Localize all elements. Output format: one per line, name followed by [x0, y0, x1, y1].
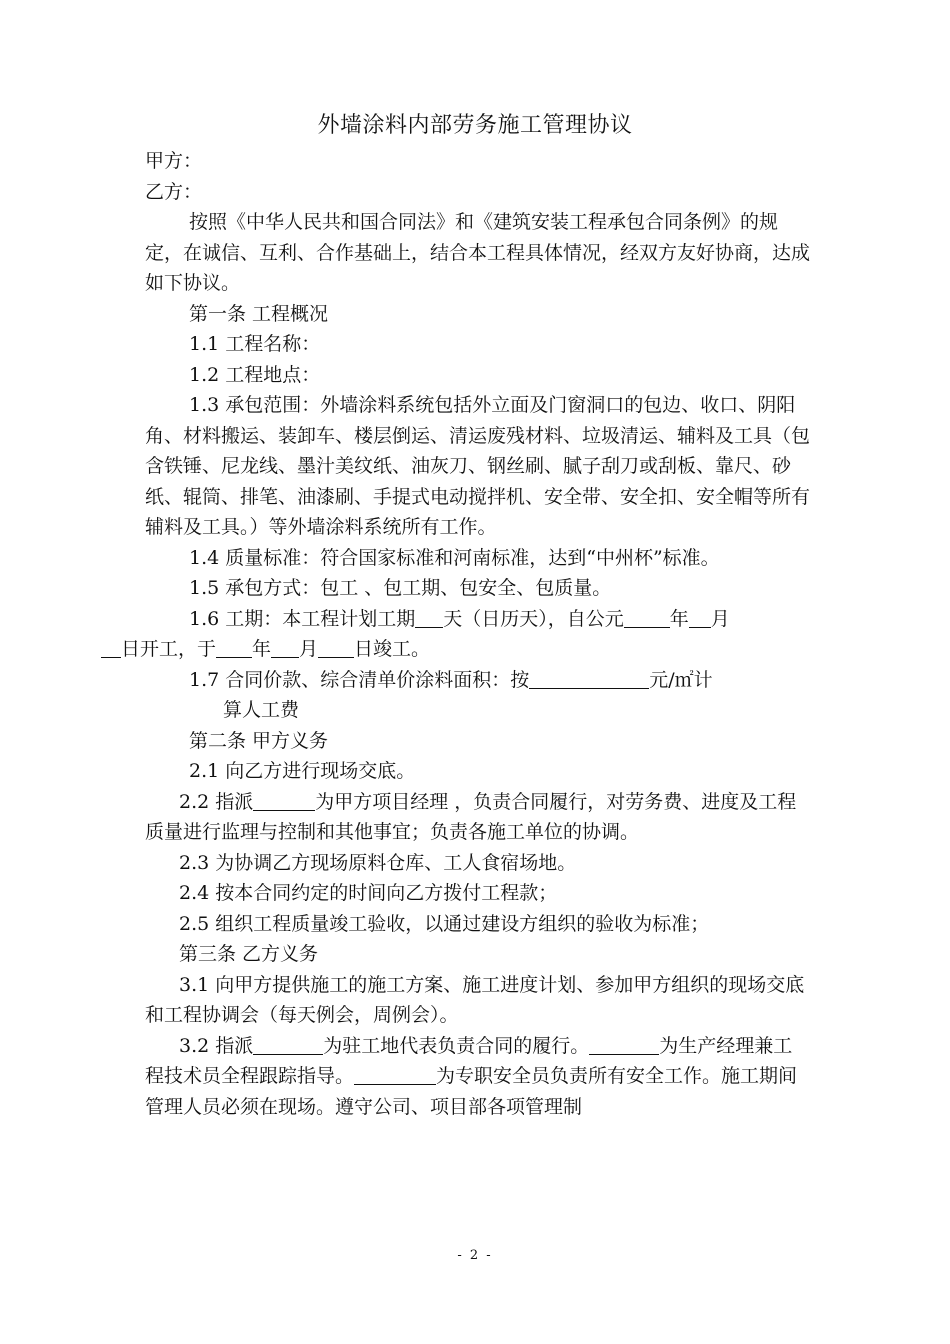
item-1-7-part-a: 1.7 合同价款、综合清单价涂料面积：按 [189, 668, 530, 691]
item-1-6-part-e: 日开工，于 [121, 638, 217, 660]
item-2-2 [145, 787, 810, 848]
article-1-heading: 第一条 工程概况 [189, 302, 329, 325]
item-1-6-part-b: 天（日历天），自公元 [443, 607, 624, 630]
safety-officer-blank [354, 1064, 436, 1085]
item-2-1: 2.1 向乙方进行现场交底。 [189, 760, 416, 782]
item-1-1: 1.1 工程名称： [189, 333, 321, 355]
item-1-6-part-g: 月 [299, 638, 319, 660]
document-title: 外墙涂料内部劳务施工管理协议 [317, 113, 633, 138]
item-1-5: 1.5 承包方式：包工 、包工期、包安全、包质量。 [189, 577, 612, 599]
end-year-blank [216, 637, 252, 658]
end-month-blank [271, 637, 299, 658]
item-2-2-part-a: 2.2 指派 [179, 790, 254, 813]
item-1-6 [121, 604, 810, 665]
party-b-line: 乙方： [145, 180, 203, 203]
intro-paragraph: 按照《中华人民共和国合同法》和《建筑安装工程承包合同条例》的规定，在诚信、互利、合作基础上，结合本工程具体情况，经双方友好协商，达成如下协议。 [145, 211, 811, 294]
item-2-3: 2.3 为协调乙方现场原料仓库、工人食宿场地。 [179, 851, 577, 874]
start-year-blank [624, 607, 670, 628]
unit-price-blank [529, 668, 649, 689]
item-2-4: 2.4 按本合同约定的时间向乙方拨付工程款； [179, 882, 558, 904]
item-3-2-part-c: 为生产经理兼工程技术员全程跟踪指导。 [145, 1034, 793, 1087]
item-1-3: 1.3 承包范围：外墙涂料系统包括外立面及门窗洞口的包边、收口、阴阳角、材料搬运、装卸车、楼层倒运、清运废残材料、垃圾清运、辅料及工具（包含铁锤、尼龙线、墨汁美纹纸、油灰刀、钢丝刷、腻子刮刀或刮板、靠尺、砂纸、辊筒、排笔、油漆刷、手提式电动搅拌机、安全带、安全扣、安全帽等所有辅料及工具。）等外墙涂料系统所有工作。 [145, 394, 811, 538]
site-representative-blank [253, 1034, 323, 1055]
duration-days-blank [415, 607, 443, 628]
page-number: - 2 - [457, 1248, 493, 1263]
end-day-blank [318, 637, 354, 658]
item-2-5: 2.5 组织工程质量竣工验收，以通过建设方组织的验收为标准； [179, 912, 710, 935]
project-manager-blank [253, 790, 315, 811]
party-a-line: 甲方： [145, 150, 203, 172]
article-2-heading: 第二条 甲方义务 [189, 729, 329, 752]
document-body [121, 146, 811, 1122]
item-1-6-part-c: 年 [669, 607, 689, 630]
item-1-7-part-b: 元/㎡计 [649, 668, 713, 691]
item-2-2-part-b: 为甲方项目经理 ，负责合同履行，对劳务费、进度及工程质量进行监理与控制和其他事宜；负责各施工单位的协调。 [145, 790, 797, 843]
item-1-7 [145, 665, 810, 726]
item-1-6-part-h: 日竣工。 [354, 638, 431, 660]
item-3-2-part-a: 3.2 指派 [179, 1034, 254, 1057]
production-manager-blank [589, 1034, 659, 1055]
item-3-1: 3.1 向甲方提供施工的施工方案、施工进度计划、参加甲方组织的现场交底和工程协调会（每天例会，周例会）。 [145, 973, 805, 1026]
item-3-2-part-d: 为专职安全员负责所有安全工作。施工期间管理人员必须在现场。遵守公司、项目部各项管理制 [145, 1065, 798, 1118]
item-1-2: 1.2 工程地点： [189, 363, 321, 386]
article-3-heading: 第三条 乙方义务 [179, 943, 319, 965]
item-1-6-part-a: 1.6 工期：本工程计划工期 [189, 607, 416, 630]
item-1-4: 1.4 质量标准：符合国家标准和河南标准，达到“中州杯”标准。 [189, 546, 720, 569]
item-3-2-part-b: 为驻工地代表负责合同的履行。 [323, 1034, 590, 1057]
start-day-blank [101, 637, 121, 658]
item-1-6-part-d: 月 [710, 607, 730, 630]
item-3-2 [145, 1031, 810, 1123]
item-1-6-part-f: 年 [252, 638, 272, 660]
start-month-blank [689, 607, 711, 628]
item-1-7-part-c: 算人工费 [223, 699, 300, 721]
